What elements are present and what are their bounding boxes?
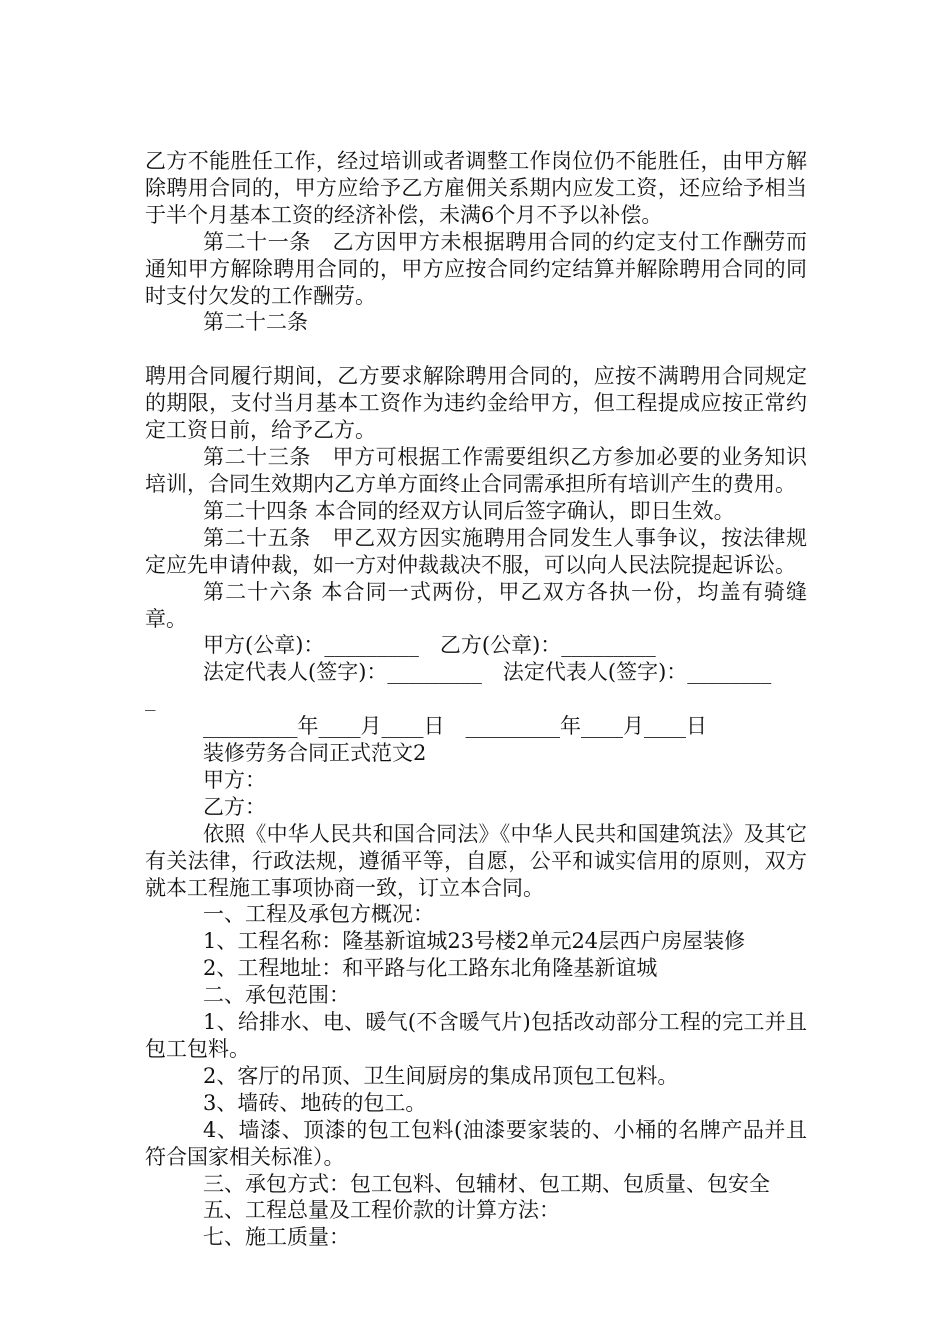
article-25: 第二十五条 甲乙双方因实施聘用合同发生人事争议，按法律规定应先申请仲裁，如一方对仲裁裁决不服，可以向人民法院提起诉讼。 bbox=[145, 525, 807, 577]
scope-item-1: 1、给排水、电、暖气(不含暖气片)包括改动部分工程的完工并且包工包料。 bbox=[145, 1010, 807, 1061]
article-21: 第二十一条 乙方因甲方未根据聘用合同的约定支付工作酬劳而通知甲方解除聘用合同的，甲方应按合同约定结算并解除聘用合同的同时支付欠发的工作酬劳。 bbox=[145, 229, 807, 308]
scope-item-2: 2、客厅的吊顶、卫生间厨房的集成吊顶包工包料。 bbox=[203, 1063, 679, 1088]
party-a-label: 甲方： bbox=[203, 767, 266, 792]
blank-line bbox=[145, 336, 807, 363]
article-23: 第二十三条 甲方可根据工作需要组织乙方参加必要的业务知识培训，合同生效期内乙方单方面终止合同需承担所有培训产生的费用。 bbox=[145, 445, 807, 496]
article-26: 第二十六条 本合同一式两份，甲乙双方各执一份，均盖有骑缝章。 bbox=[145, 579, 807, 631]
project-address: 2、工程地址：和平路与化工路东北角隆基新谊城 bbox=[203, 956, 658, 981]
section-construction-quality: 七、施工质量： bbox=[203, 1225, 350, 1250]
section-scope: 二、承包范围： bbox=[203, 983, 350, 1008]
second-contract-intro: 依照《中华人民共和国合同法》《中华人民共和国建筑法》及其它有关法律，行政法规，遵循平等，自愿，公平和诚实信用的原则，双方就本工程施工事项协商一致，订立本合同。 bbox=[145, 821, 807, 900]
section-pricing-method: 五、工程总量及工程价款的计算方法： bbox=[203, 1198, 560, 1223]
signature-date-line: _________年____月____日 _________年____月____日 bbox=[203, 714, 707, 739]
signature-line-overflow: _ bbox=[145, 687, 156, 712]
section-project-overview: 一、工程及承包方概况： bbox=[203, 902, 434, 927]
paragraph-unqualified-employee: 乙方不能胜任工作，经过培训或者调整工作岗位仍不能胜任，由甲方解除聘用合同的，甲方应给予乙方雇佣关系期内应发工资，还应给予相当于半个月基本工资的经济补偿，未满6个月不予以补偿。 bbox=[145, 149, 807, 227]
section-contract-method: 三、承包方式：包工包料、包辅材、包工期、包质量、包安全 bbox=[203, 1171, 770, 1196]
article-24: 第二十四条 本合同的经双方认同后签字确认，即日生效。 bbox=[203, 498, 735, 523]
representative-signature-line: 法定代表人(签字)：_________ 法定代表人(签字)：________ bbox=[203, 660, 772, 685]
article-22-heading: 第二十二条 bbox=[203, 310, 308, 335]
scope-item-3: 3、墙砖、地砖的包工。 bbox=[203, 1090, 427, 1115]
document-body bbox=[145, 148, 807, 1251]
seal-signature-line: 甲方(公章)：_________ 乙方(公章)：_________ bbox=[203, 633, 656, 658]
article-22-body: 聘用合同履行期间，乙方要求解除聘用合同的，应按不满聘用合同规定的期限，支付当月基本工资作为违约金给甲方，但工程提成应按正常约定工资日前，给予乙方。 bbox=[145, 364, 807, 443]
second-contract-title: 装修劳务合同正式范文2 bbox=[203, 741, 427, 766]
scope-item-4: 4、墙漆、顶漆的包工包料(油漆要家装的、小桶的名牌产品并且符合国家相关标准）。 bbox=[145, 1117, 807, 1169]
project-name: 1、工程名称：隆基新谊城23号楼2单元24层西户房屋装修 bbox=[203, 929, 746, 954]
party-b-label: 乙方： bbox=[203, 794, 266, 819]
